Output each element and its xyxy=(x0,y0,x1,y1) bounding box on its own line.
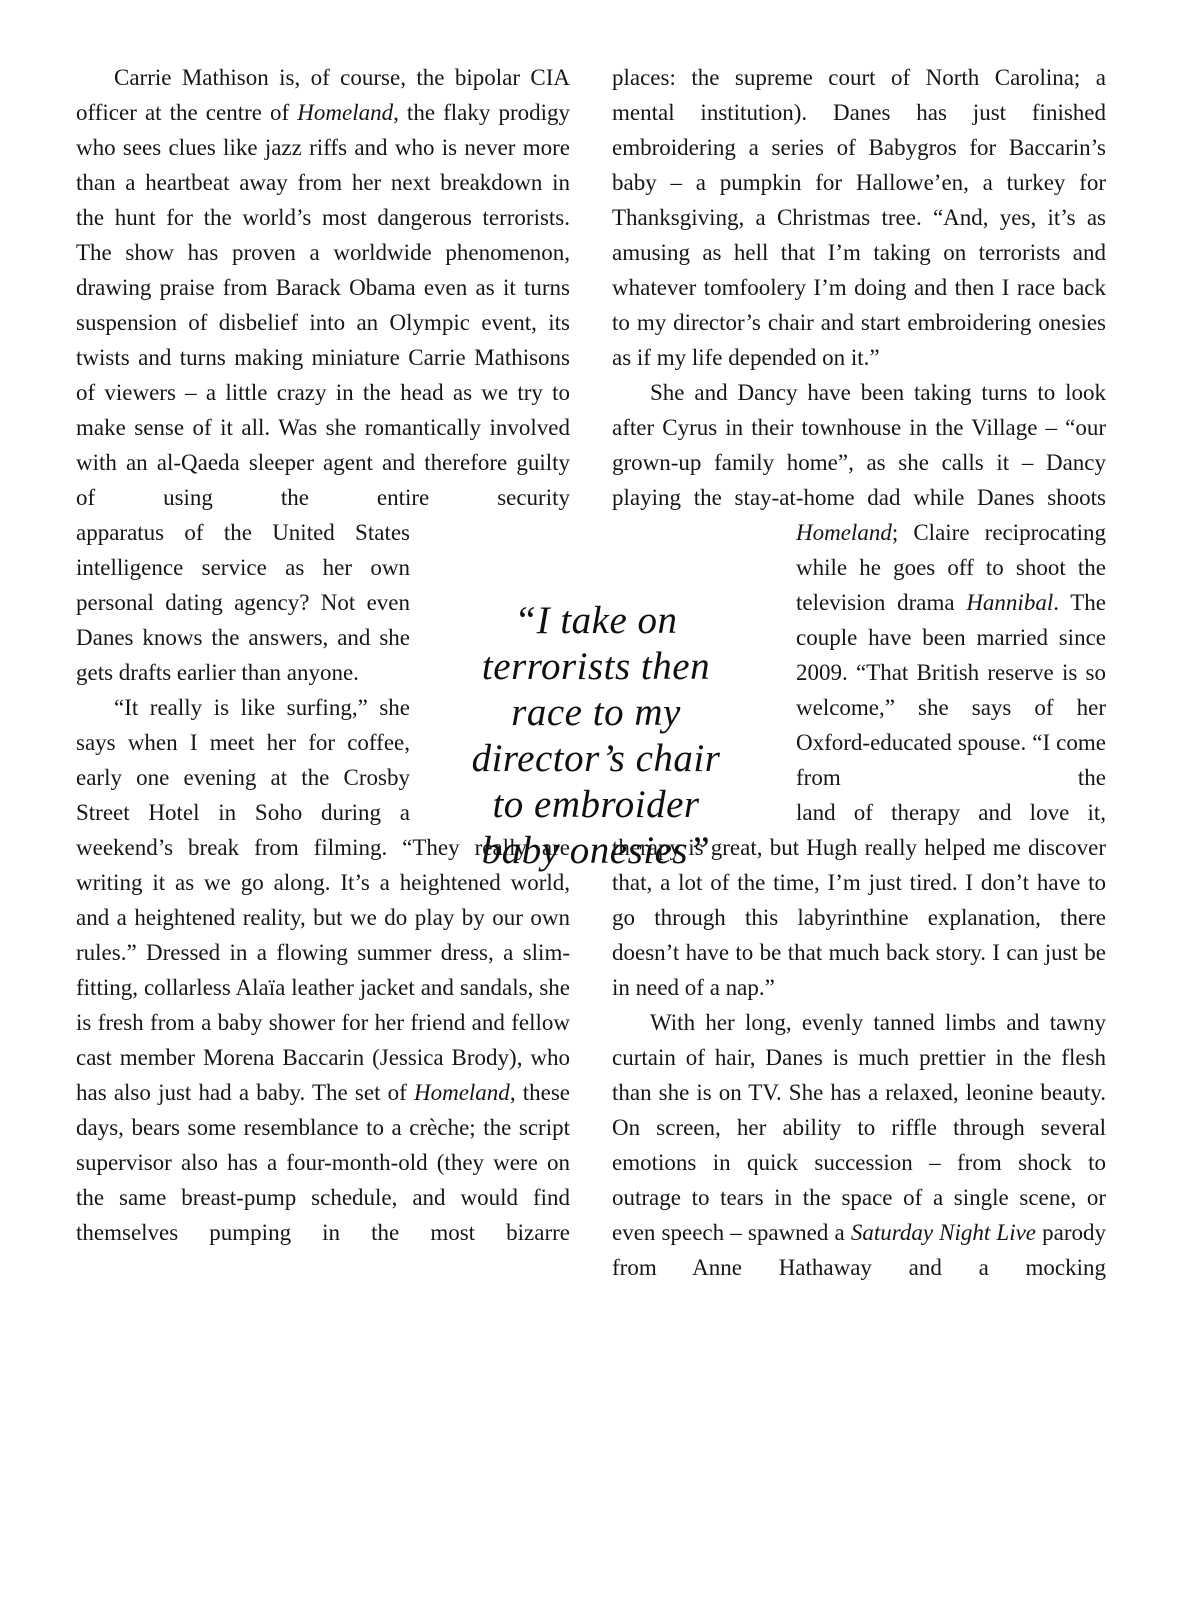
text-segment: , these days, bears some resemblance to a crèche; the script supervisor also has a four-month-old (they were on the same breast-pump schedule, and would find themselves pumping in the most bizarre xyxy=(76,1080,570,1245)
paragraph xyxy=(612,375,1106,515)
pull-quote-line: “I take on xyxy=(514,599,678,642)
paragraph xyxy=(76,60,570,515)
text-segment: land of therapy and love it, therapy is great, but Hugh really helped me discover that, a lot of the time, I’m just tired. I don’t have to go through this labyrinthine explanation, there doesn’t have to be that much back story. I can just be in need of a nap.” xyxy=(612,800,1106,1000)
paragraph xyxy=(612,60,1106,375)
text-segment: apparatus of the United States intelligence service as her own personal dating agency? Not even Danes knows the answers, and she gets drafts earlier than anyone. xyxy=(76,520,410,685)
pull-quote xyxy=(408,598,784,874)
text-segment: She and Dancy have been taking turns to look after Cyrus in their townhouse in the Village – “our grown-up family home”, as she calls it – Dancy playing the stay-at-home dad while Danes shoots xyxy=(612,380,1106,510)
title-snl: Saturday Night Live xyxy=(850,1220,1036,1245)
text-segment: , the flaky prodigy who sees clues like jazz riffs and who is never more than a heartbeat away from her next breakdown in the hunt for the world’s most dangerous terrorists. The show has proven a worldwide phenomenon, drawing praise from Barack Obama even as it turns suspension of disbelief into an Olympic event, its twists and turns making miniature Carrie Mathisons of viewers – a little crazy in the head as we try to make sense of it all. Was she romantically involved with an al-Qaeda sleeper agent and therefore guilty of using the entire security xyxy=(76,100,570,510)
pull-quote-line: director’s chair xyxy=(471,737,721,780)
text-segment: With her long, evenly tanned limbs and tawny curtain of hair, Danes is much prettier in the flesh than she is on TV. She has a relaxed, leonine beauty. On screen, her ability to riffle through several emotions in quick succession – from shock to outrage to tears in the space of a single scene, or even speech – spawned a xyxy=(612,1010,1106,1245)
text-segment: ; Claire reciprocating while he goes off to shoot the television drama xyxy=(796,520,1106,615)
text-segment: places: the supreme court of North Carolina; a mental institution). Danes has just finished embroidering a series of Babygros for Baccarin’s baby – a pumpkin for Hallowe’en, a turkey for Thanksgiving, a Christmas tree. “And, yes, it’s as amusing as hell that I’m taking on terrorists and whatever tomfoolery I’m doing and then I race back to my director’s chair and start embroidering onesies as if my life depended on it.” xyxy=(612,65,1106,370)
text-segment: Carrie Mathison is, of course, the bipolar CIA officer at the centre of xyxy=(76,65,570,125)
pull-quote-line: baby onesies” xyxy=(481,829,711,872)
title-homeland: Homeland xyxy=(413,1080,510,1105)
paragraph xyxy=(612,1005,1106,1285)
pull-quote-line: to embroider xyxy=(492,783,700,826)
text-segment: . The couple have been married since 2009. “That British reserve is so welcome,” she says of her Oxford-educated spouse. “I come from the xyxy=(796,590,1106,790)
title-homeland: Homeland xyxy=(796,520,892,545)
title-hannibal: Hannibal xyxy=(966,590,1054,615)
text-segment: “It really is like surfing,” she says when I meet her for coffee, early one evening at the Crosby Street Hotel in Soho during a weekend’s break from filming. “They really are writing it as we go along. It’s a heightened world, and a heightened reality, but we do play by our own rules.” Dressed in a flowing summer dress, a slim-fitting, collarless Alaïa leather jacket and sandals, she is fresh from a baby shower for her friend and fellow cast member Morena Baccarin (Jessica Brody), who has also just had a baby. The set of xyxy=(76,695,570,1105)
pull-quote-line: race to my xyxy=(511,691,681,734)
pull-quote-line: terrorists then xyxy=(481,645,711,688)
title-homeland: Homeland xyxy=(297,100,394,125)
text-segment: parody from Anne Hathaway and a mocking xyxy=(612,1220,1106,1280)
